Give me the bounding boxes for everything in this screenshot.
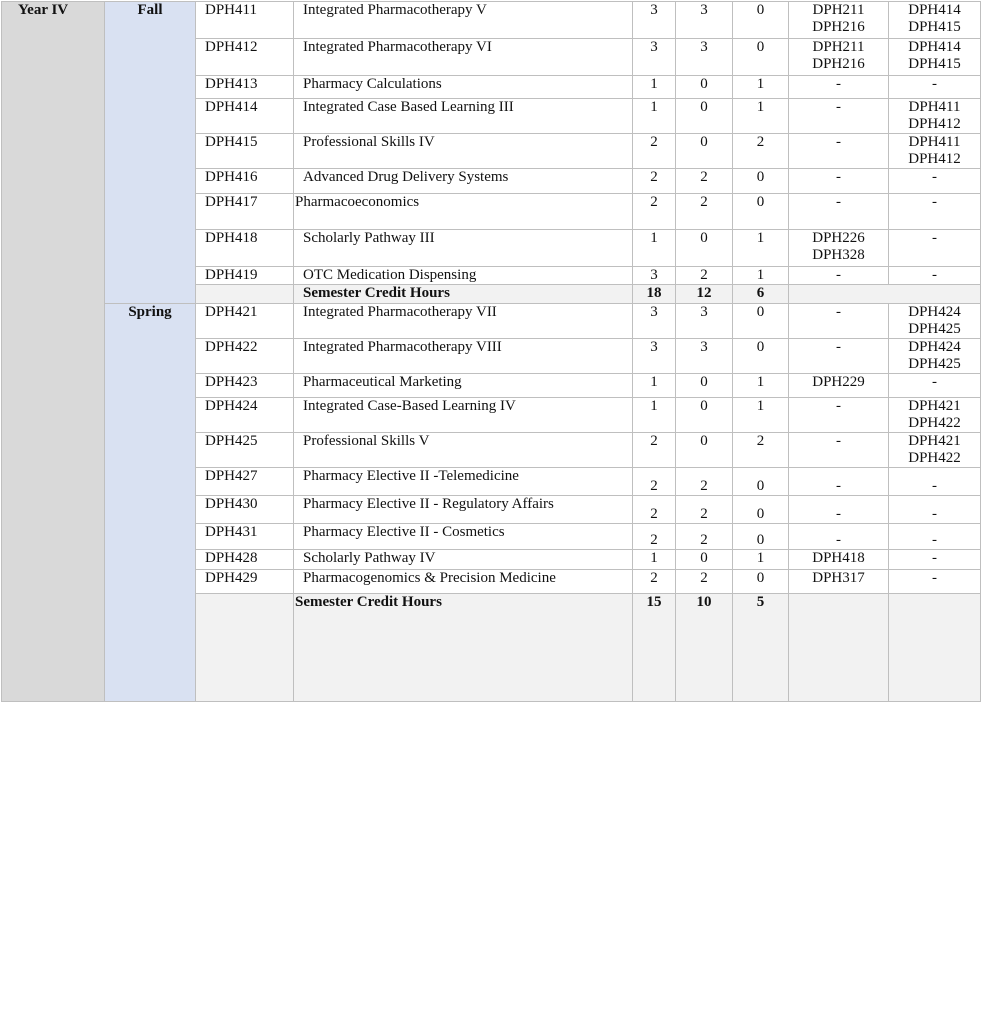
practical-hours: 0 bbox=[733, 468, 789, 496]
course-code: DPH413 bbox=[196, 76, 294, 99]
prerequisites bbox=[789, 570, 889, 594]
credit-hours: 2 bbox=[633, 524, 676, 550]
empty-cell bbox=[789, 594, 889, 702]
theory-hours: 2 bbox=[676, 468, 733, 496]
corequisites bbox=[889, 230, 981, 267]
credit-hours: 3 bbox=[633, 304, 676, 339]
course-title: Pharmacy Elective II -Telemedicine bbox=[294, 468, 633, 496]
corequisites bbox=[889, 398, 981, 433]
total-theory-hours: 12 bbox=[676, 285, 733, 304]
prerequisites bbox=[789, 194, 889, 230]
theory-hours: 3 bbox=[676, 39, 733, 76]
practical-hours: 0 bbox=[733, 496, 789, 524]
requisite-code: DPH216 bbox=[812, 56, 865, 72]
course-code: DPH414 bbox=[196, 99, 294, 134]
curriculum-table bbox=[1, 1, 981, 702]
course-title: OTC Medication Dispensing bbox=[294, 267, 633, 285]
prerequisites bbox=[789, 339, 889, 374]
theory-hours: 2 bbox=[676, 570, 733, 594]
prerequisites bbox=[789, 468, 889, 496]
course-code: DPH415 bbox=[196, 134, 294, 169]
course-title: Professional Skills V bbox=[294, 433, 633, 468]
credit-hours: 2 bbox=[633, 570, 676, 594]
requisite-code: DPH226 bbox=[812, 230, 865, 246]
practical-hours: 0 bbox=[733, 2, 789, 39]
corequisites bbox=[889, 267, 981, 285]
requisite-code: - bbox=[932, 506, 937, 522]
course-row bbox=[2, 304, 981, 339]
credit-hours: 1 bbox=[633, 99, 676, 134]
total-practical-hours: 5 bbox=[733, 594, 789, 702]
corequisites bbox=[889, 468, 981, 496]
prerequisites bbox=[789, 398, 889, 433]
course-code: DPH428 bbox=[196, 550, 294, 570]
requisite-code: - bbox=[836, 506, 841, 522]
course-title: Pharmacogenomics & Precision Medicine bbox=[294, 570, 633, 594]
requisite-code: DPH422 bbox=[908, 415, 961, 431]
course-title: Integrated Pharmacotherapy VI bbox=[294, 39, 633, 76]
requisite-code: DPH424 bbox=[908, 339, 961, 355]
prerequisites bbox=[789, 433, 889, 468]
practical-hours: 0 bbox=[733, 194, 789, 230]
requisite-code: DPH414 bbox=[908, 39, 961, 55]
corequisites bbox=[889, 374, 981, 398]
requisite-code: DPH328 bbox=[812, 247, 865, 263]
course-code: DPH427 bbox=[196, 468, 294, 496]
course-title: Pharmacy Calculations bbox=[294, 76, 633, 99]
corequisites bbox=[889, 76, 981, 99]
course-code: DPH425 bbox=[196, 433, 294, 468]
corequisites bbox=[889, 433, 981, 468]
course-code: DPH411 bbox=[196, 2, 294, 39]
credit-hours: 1 bbox=[633, 374, 676, 398]
course-row bbox=[2, 2, 981, 39]
credit-hours: 1 bbox=[633, 76, 676, 99]
course-code: DPH423 bbox=[196, 374, 294, 398]
total-credit-hours: 18 bbox=[633, 285, 676, 304]
requisite-code: - bbox=[932, 76, 937, 92]
course-code: DPH417 bbox=[196, 194, 294, 230]
requisite-code: DPH211 bbox=[812, 39, 865, 55]
practical-hours: 0 bbox=[733, 570, 789, 594]
requisite-code: - bbox=[836, 478, 841, 494]
course-code: DPH424 bbox=[196, 398, 294, 433]
requisite-code: DPH424 bbox=[908, 304, 961, 320]
credit-hours: 1 bbox=[633, 230, 676, 267]
requisite-code: - bbox=[836, 134, 841, 150]
requisite-code: DPH216 bbox=[812, 19, 865, 35]
credit-hours: 3 bbox=[633, 339, 676, 374]
requisite-code: - bbox=[836, 532, 841, 548]
practical-hours: 1 bbox=[733, 99, 789, 134]
practical-hours: 0 bbox=[733, 304, 789, 339]
theory-hours: 0 bbox=[676, 550, 733, 570]
empty-cell bbox=[196, 285, 294, 304]
requisite-code: - bbox=[932, 230, 937, 246]
credit-hours: 2 bbox=[633, 433, 676, 468]
corequisites bbox=[889, 570, 981, 594]
credit-hours: 1 bbox=[633, 550, 676, 570]
theory-hours: 0 bbox=[676, 374, 733, 398]
requisite-code: DPH317 bbox=[812, 570, 865, 586]
course-code: DPH412 bbox=[196, 39, 294, 76]
requisite-code: DPH418 bbox=[812, 550, 865, 566]
course-title: Advanced Drug Delivery Systems bbox=[294, 169, 633, 194]
theory-hours: 0 bbox=[676, 99, 733, 134]
year-label: Year IV bbox=[2, 2, 105, 702]
prerequisites bbox=[789, 39, 889, 76]
requisite-code: DPH412 bbox=[908, 116, 961, 132]
course-title: Pharmaceutical Marketing bbox=[294, 374, 633, 398]
credit-hours: 2 bbox=[633, 134, 676, 169]
prerequisites bbox=[789, 267, 889, 285]
theory-hours: 2 bbox=[676, 496, 733, 524]
theory-hours: 2 bbox=[676, 267, 733, 285]
practical-hours: 1 bbox=[733, 267, 789, 285]
empty-cell bbox=[196, 594, 294, 702]
course-title: Integrated Case Based Learning III bbox=[294, 99, 633, 134]
corequisites bbox=[889, 339, 981, 374]
requisite-code: DPH421 bbox=[908, 398, 961, 414]
corequisites bbox=[889, 169, 981, 194]
credit-hours: 3 bbox=[633, 39, 676, 76]
requisite-code: DPH425 bbox=[908, 356, 961, 372]
prerequisites bbox=[789, 550, 889, 570]
practical-hours: 2 bbox=[733, 433, 789, 468]
credit-hours: 3 bbox=[633, 267, 676, 285]
course-code: DPH416 bbox=[196, 169, 294, 194]
theory-hours: 2 bbox=[676, 169, 733, 194]
total-theory-hours: 10 bbox=[676, 594, 733, 702]
requisite-code: - bbox=[932, 550, 937, 566]
prerequisites bbox=[789, 76, 889, 99]
practical-hours: 1 bbox=[733, 230, 789, 267]
requisite-code: - bbox=[836, 433, 841, 449]
course-code: DPH430 bbox=[196, 496, 294, 524]
course-title: Integrated Pharmacotherapy VIII bbox=[294, 339, 633, 374]
requisite-code: - bbox=[932, 267, 937, 283]
practical-hours: 1 bbox=[733, 550, 789, 570]
course-title: Professional Skills IV bbox=[294, 134, 633, 169]
requisite-code: - bbox=[836, 304, 841, 320]
semester-label: Spring bbox=[105, 304, 196, 702]
course-title: Scholarly Pathway IV bbox=[294, 550, 633, 570]
requisite-code: - bbox=[932, 169, 937, 185]
corequisites bbox=[889, 99, 981, 134]
corequisites bbox=[889, 524, 981, 550]
credit-hours: 2 bbox=[633, 468, 676, 496]
theory-hours: 2 bbox=[676, 524, 733, 550]
prerequisites bbox=[789, 99, 889, 134]
course-title: Integrated Case-Based Learning IV bbox=[294, 398, 633, 433]
prerequisites bbox=[789, 2, 889, 39]
prerequisites bbox=[789, 134, 889, 169]
requisite-code: DPH421 bbox=[908, 433, 961, 449]
requisite-code: - bbox=[836, 398, 841, 414]
theory-hours: 0 bbox=[676, 398, 733, 433]
requisite-code: - bbox=[836, 99, 841, 115]
prerequisites bbox=[789, 496, 889, 524]
requisite-code: DPH415 bbox=[908, 19, 961, 35]
course-title: Pharmacy Elective II - Cosmetics bbox=[294, 524, 633, 550]
course-code: DPH421 bbox=[196, 304, 294, 339]
requisite-code: - bbox=[836, 194, 841, 210]
course-title: Pharmacy Elective II - Regulatory Affairs bbox=[294, 496, 633, 524]
course-code: DPH422 bbox=[196, 339, 294, 374]
course-code: DPH429 bbox=[196, 570, 294, 594]
theory-hours: 0 bbox=[676, 134, 733, 169]
corequisites bbox=[889, 39, 981, 76]
empty-cell bbox=[889, 594, 981, 702]
course-code: DPH418 bbox=[196, 230, 294, 267]
requisite-code: - bbox=[836, 76, 841, 92]
requisite-code: - bbox=[836, 169, 841, 185]
corequisites bbox=[889, 304, 981, 339]
corequisites bbox=[889, 550, 981, 570]
theory-hours: 0 bbox=[676, 433, 733, 468]
credit-hours: 2 bbox=[633, 169, 676, 194]
practical-hours: 0 bbox=[733, 339, 789, 374]
credit-hours: 1 bbox=[633, 398, 676, 433]
requisite-code: - bbox=[932, 570, 937, 586]
requisite-code: DPH211 bbox=[812, 2, 865, 18]
theory-hours: 0 bbox=[676, 230, 733, 267]
total-credit-hours: 15 bbox=[633, 594, 676, 702]
theory-hours: 3 bbox=[676, 304, 733, 339]
theory-hours: 3 bbox=[676, 339, 733, 374]
corequisites bbox=[889, 134, 981, 169]
requisite-code: DPH411 bbox=[908, 99, 961, 115]
theory-hours: 0 bbox=[676, 76, 733, 99]
requisite-code: - bbox=[932, 374, 937, 390]
requisite-code: DPH414 bbox=[908, 2, 961, 18]
prerequisites bbox=[789, 169, 889, 194]
requisite-code: DPH415 bbox=[908, 56, 961, 72]
corequisites bbox=[889, 2, 981, 39]
course-title: Pharmacoeconomics bbox=[294, 194, 633, 230]
practical-hours: 0 bbox=[733, 169, 789, 194]
total-practical-hours: 6 bbox=[733, 285, 789, 304]
requisite-code: DPH411 bbox=[908, 134, 961, 150]
theory-hours: 3 bbox=[676, 2, 733, 39]
requisite-code: DPH425 bbox=[908, 321, 961, 337]
practical-hours: 1 bbox=[733, 76, 789, 99]
course-code: DPH419 bbox=[196, 267, 294, 285]
requisite-code: - bbox=[932, 194, 937, 210]
prerequisites bbox=[789, 374, 889, 398]
credit-hours: 2 bbox=[633, 496, 676, 524]
practical-hours: 1 bbox=[733, 374, 789, 398]
requisite-code: DPH412 bbox=[908, 151, 961, 167]
course-code: DPH431 bbox=[196, 524, 294, 550]
course-title: Scholarly Pathway III bbox=[294, 230, 633, 267]
practical-hours: 1 bbox=[733, 398, 789, 433]
requisite-code: DPH229 bbox=[812, 374, 865, 390]
corequisites bbox=[889, 496, 981, 524]
requisite-code: DPH422 bbox=[908, 450, 961, 466]
requisite-code: - bbox=[836, 339, 841, 355]
practical-hours: 2 bbox=[733, 134, 789, 169]
prerequisites bbox=[789, 524, 889, 550]
theory-hours: 2 bbox=[676, 194, 733, 230]
course-title: Integrated Pharmacotherapy VII bbox=[294, 304, 633, 339]
requisite-code: - bbox=[836, 267, 841, 283]
practical-hours: 0 bbox=[733, 39, 789, 76]
practical-hours: 0 bbox=[733, 524, 789, 550]
requisite-code: - bbox=[932, 478, 937, 494]
empty-cell bbox=[789, 285, 981, 304]
credit-hours: 2 bbox=[633, 194, 676, 230]
semester-total-label: Semester Credit Hours bbox=[294, 594, 633, 702]
corequisites bbox=[889, 194, 981, 230]
prerequisites bbox=[789, 304, 889, 339]
semester-total-label: Semester Credit Hours bbox=[294, 285, 633, 304]
course-title: Integrated Pharmacotherapy V bbox=[294, 2, 633, 39]
credit-hours: 3 bbox=[633, 2, 676, 39]
prerequisites bbox=[789, 230, 889, 267]
requisite-code: - bbox=[932, 532, 937, 548]
semester-label: Fall bbox=[105, 2, 196, 304]
